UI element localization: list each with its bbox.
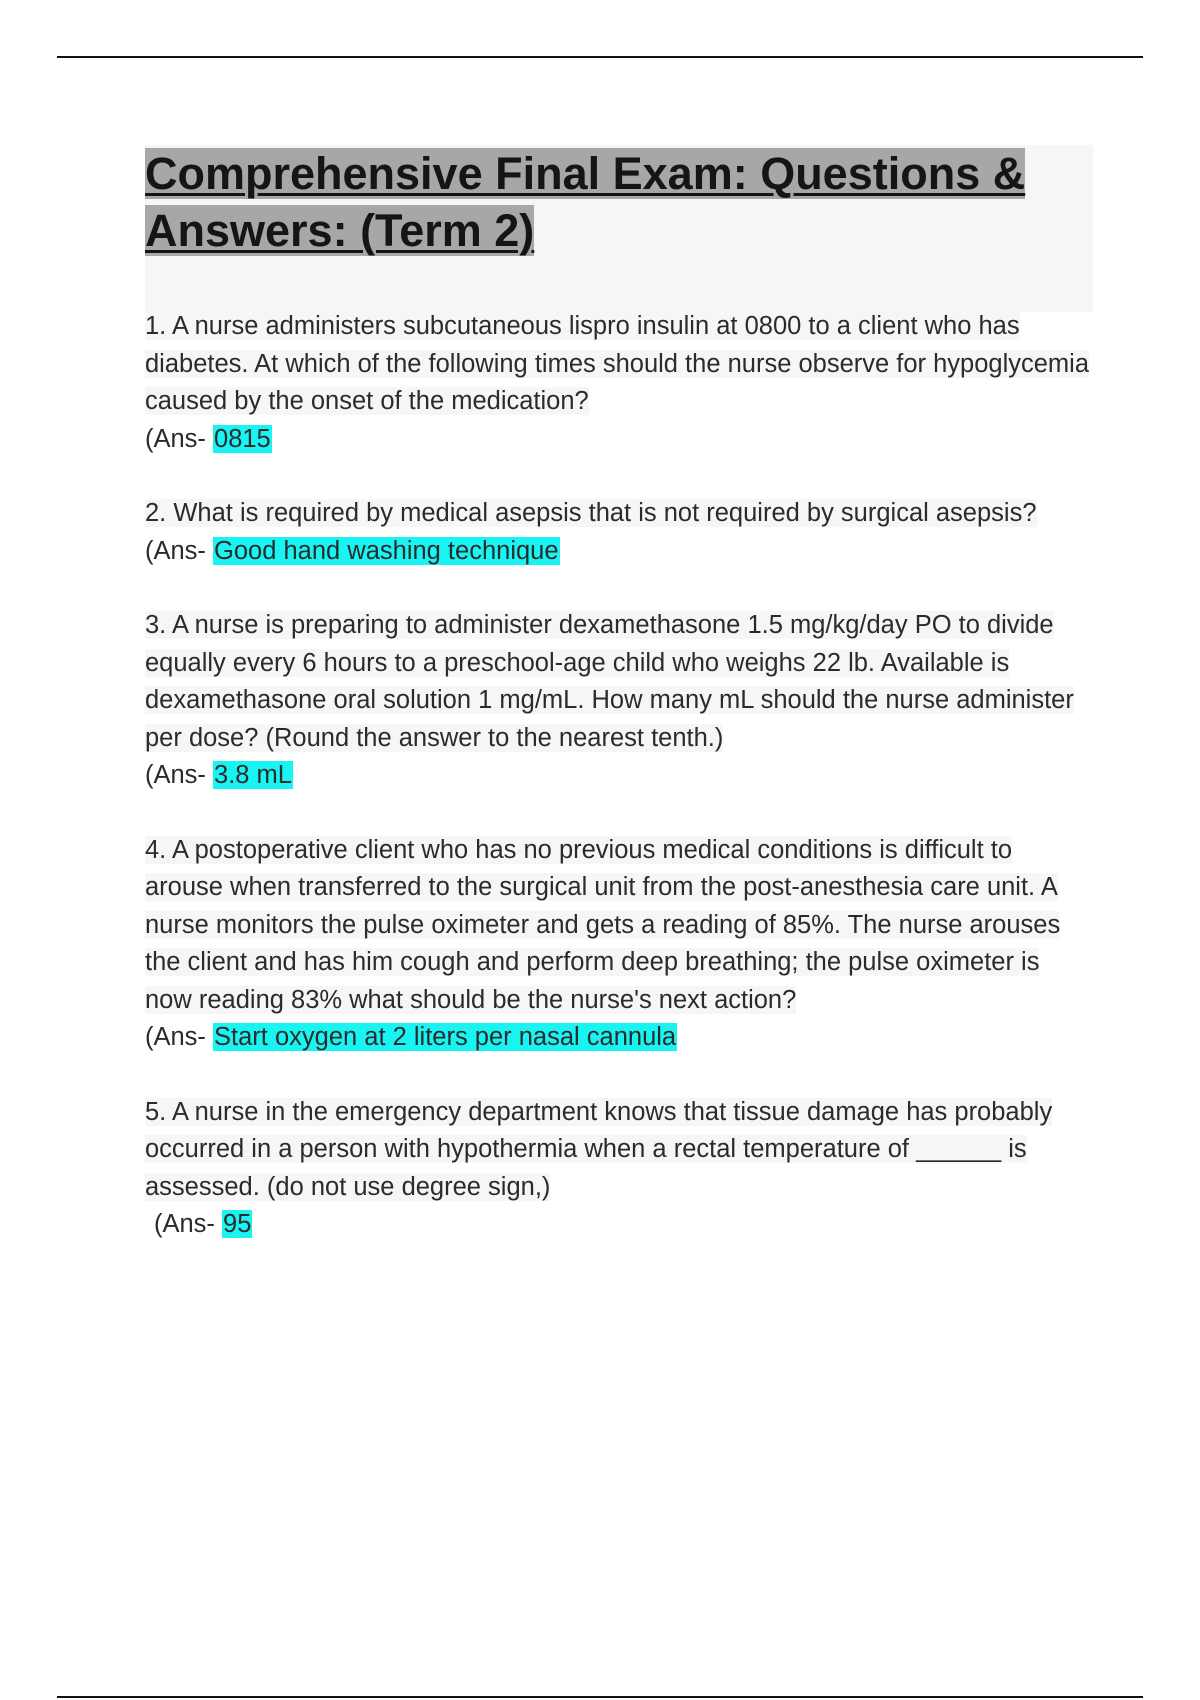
question-3 bbox=[145, 607, 1090, 795]
question-3-text bbox=[145, 607, 1090, 757]
answer-4: Start oxygen at 2 liters per nasal cannula bbox=[214, 1023, 677, 1051]
answer-prefix: (Ans- bbox=[145, 536, 214, 565]
question-4-text bbox=[145, 832, 1090, 1020]
document-title bbox=[145, 145, 1085, 259]
answer-5: 95 bbox=[223, 1210, 252, 1238]
question-2-text bbox=[145, 495, 1090, 533]
question-3-answer-line bbox=[145, 757, 1090, 795]
answer-prefix: (Ans- bbox=[145, 761, 214, 789]
question-5-stem: 5. A nurse in the emergency department knows that tissue damage has probably occurred in a person with hypothermia when a rectal temperature of ______ is assessed. (do not use degree sign,) bbox=[145, 1097, 1053, 1201]
question-list bbox=[145, 308, 1090, 1281]
question-5 bbox=[145, 1094, 1090, 1244]
answer-2: Good hand washing technique bbox=[214, 536, 559, 565]
top-rule bbox=[57, 56, 1143, 58]
question-2-answer-line bbox=[145, 533, 1090, 571]
question-4 bbox=[145, 832, 1090, 1057]
question-1-text bbox=[145, 308, 1090, 421]
question-3-stem: 3. A nurse is preparing to administer dexamethasone 1.5 mg/kg/day PO to divide equally every 6 hours to a preschool-age child who weighs 22 lb. Available is dexamethasone oral solution 1 mg/mL. How many mL should the nurse administer per dose? (Round the answer to the nearest tenth.) bbox=[145, 611, 1074, 752]
answer-prefix: (Ans- bbox=[145, 1023, 214, 1051]
question-1 bbox=[145, 308, 1090, 458]
question-4-stem: 4. A postoperative client who has no previous medical conditions is difficult to arouse when transferred to the surgical unit from the post-anesthesia care unit. A nurse monitors the pulse oximeter and gets a reading of 85%. The nurse arouses the client and has him cough and perform deep breathing; the pulse oximeter is now reading 83% what should be the nurse's next action? bbox=[145, 835, 1061, 1014]
answer-prefix: (Ans- bbox=[145, 424, 214, 453]
document-title-text: Comprehensive Final Exam: Questions & Answers: (Term 2) bbox=[145, 148, 1026, 256]
answer-3: 3.8 mL bbox=[214, 761, 292, 789]
answer-prefix: (Ans- bbox=[154, 1210, 223, 1238]
answer-1: 0815 bbox=[214, 424, 271, 453]
question-1-answer-line bbox=[145, 421, 1090, 459]
question-2-stem: 2. What is required by medical asepsis that is not required by surgical asepsis? bbox=[145, 499, 1037, 527]
question-1-stem: 1. A nurse administers subcutaneous lispro insulin at 0800 to a client who has diabetes. At which of the following times should the nurse observe for hypoglycemia caused by the onset of the medication? bbox=[145, 312, 1090, 415]
question-5-answer-line bbox=[145, 1206, 1090, 1244]
question-5-text bbox=[145, 1094, 1090, 1207]
question-2 bbox=[145, 495, 1090, 570]
bottom-rule bbox=[57, 1696, 1143, 1698]
question-4-answer-line bbox=[145, 1019, 1090, 1057]
